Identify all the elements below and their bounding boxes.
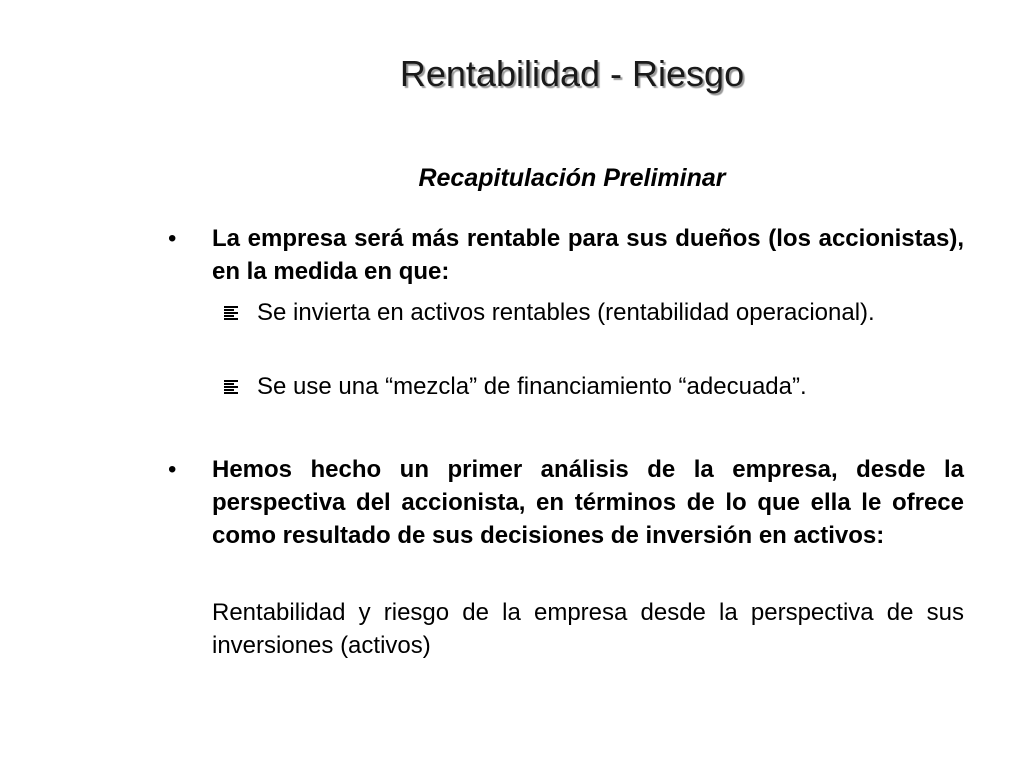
list-lines-icon [222, 370, 240, 403]
bullet-text: Hemos hecho un primer análisis de la empresa, desde la perspectiva del accionista, en términos de lo que ella le ofrece como resultado de sus decisiones de inversión en activos: [212, 456, 964, 549]
list-lines-icon [222, 296, 240, 329]
bullet-marker: • [168, 225, 177, 252]
sub-item-text: Se invierta en activos rentables (rentabilidad operacional). [257, 299, 875, 326]
sub-item-text: Se use una “mezcla” de financiamiento “adecuada”. [257, 373, 807, 400]
bullet-continuation-text: Rentabilidad y riesgo de la empresa desde la perspectiva de sus inversiones (activos) [212, 599, 964, 659]
slide-title: Rentabilidad - Riesgo [399, 53, 745, 94]
slide-subtitle: Recapitulación Preliminar [418, 164, 726, 192]
bullet-text: La empresa será más rentable para sus dueños (los accionistas), en la medida en que: [212, 225, 964, 285]
bullet-marker: • [168, 456, 177, 483]
